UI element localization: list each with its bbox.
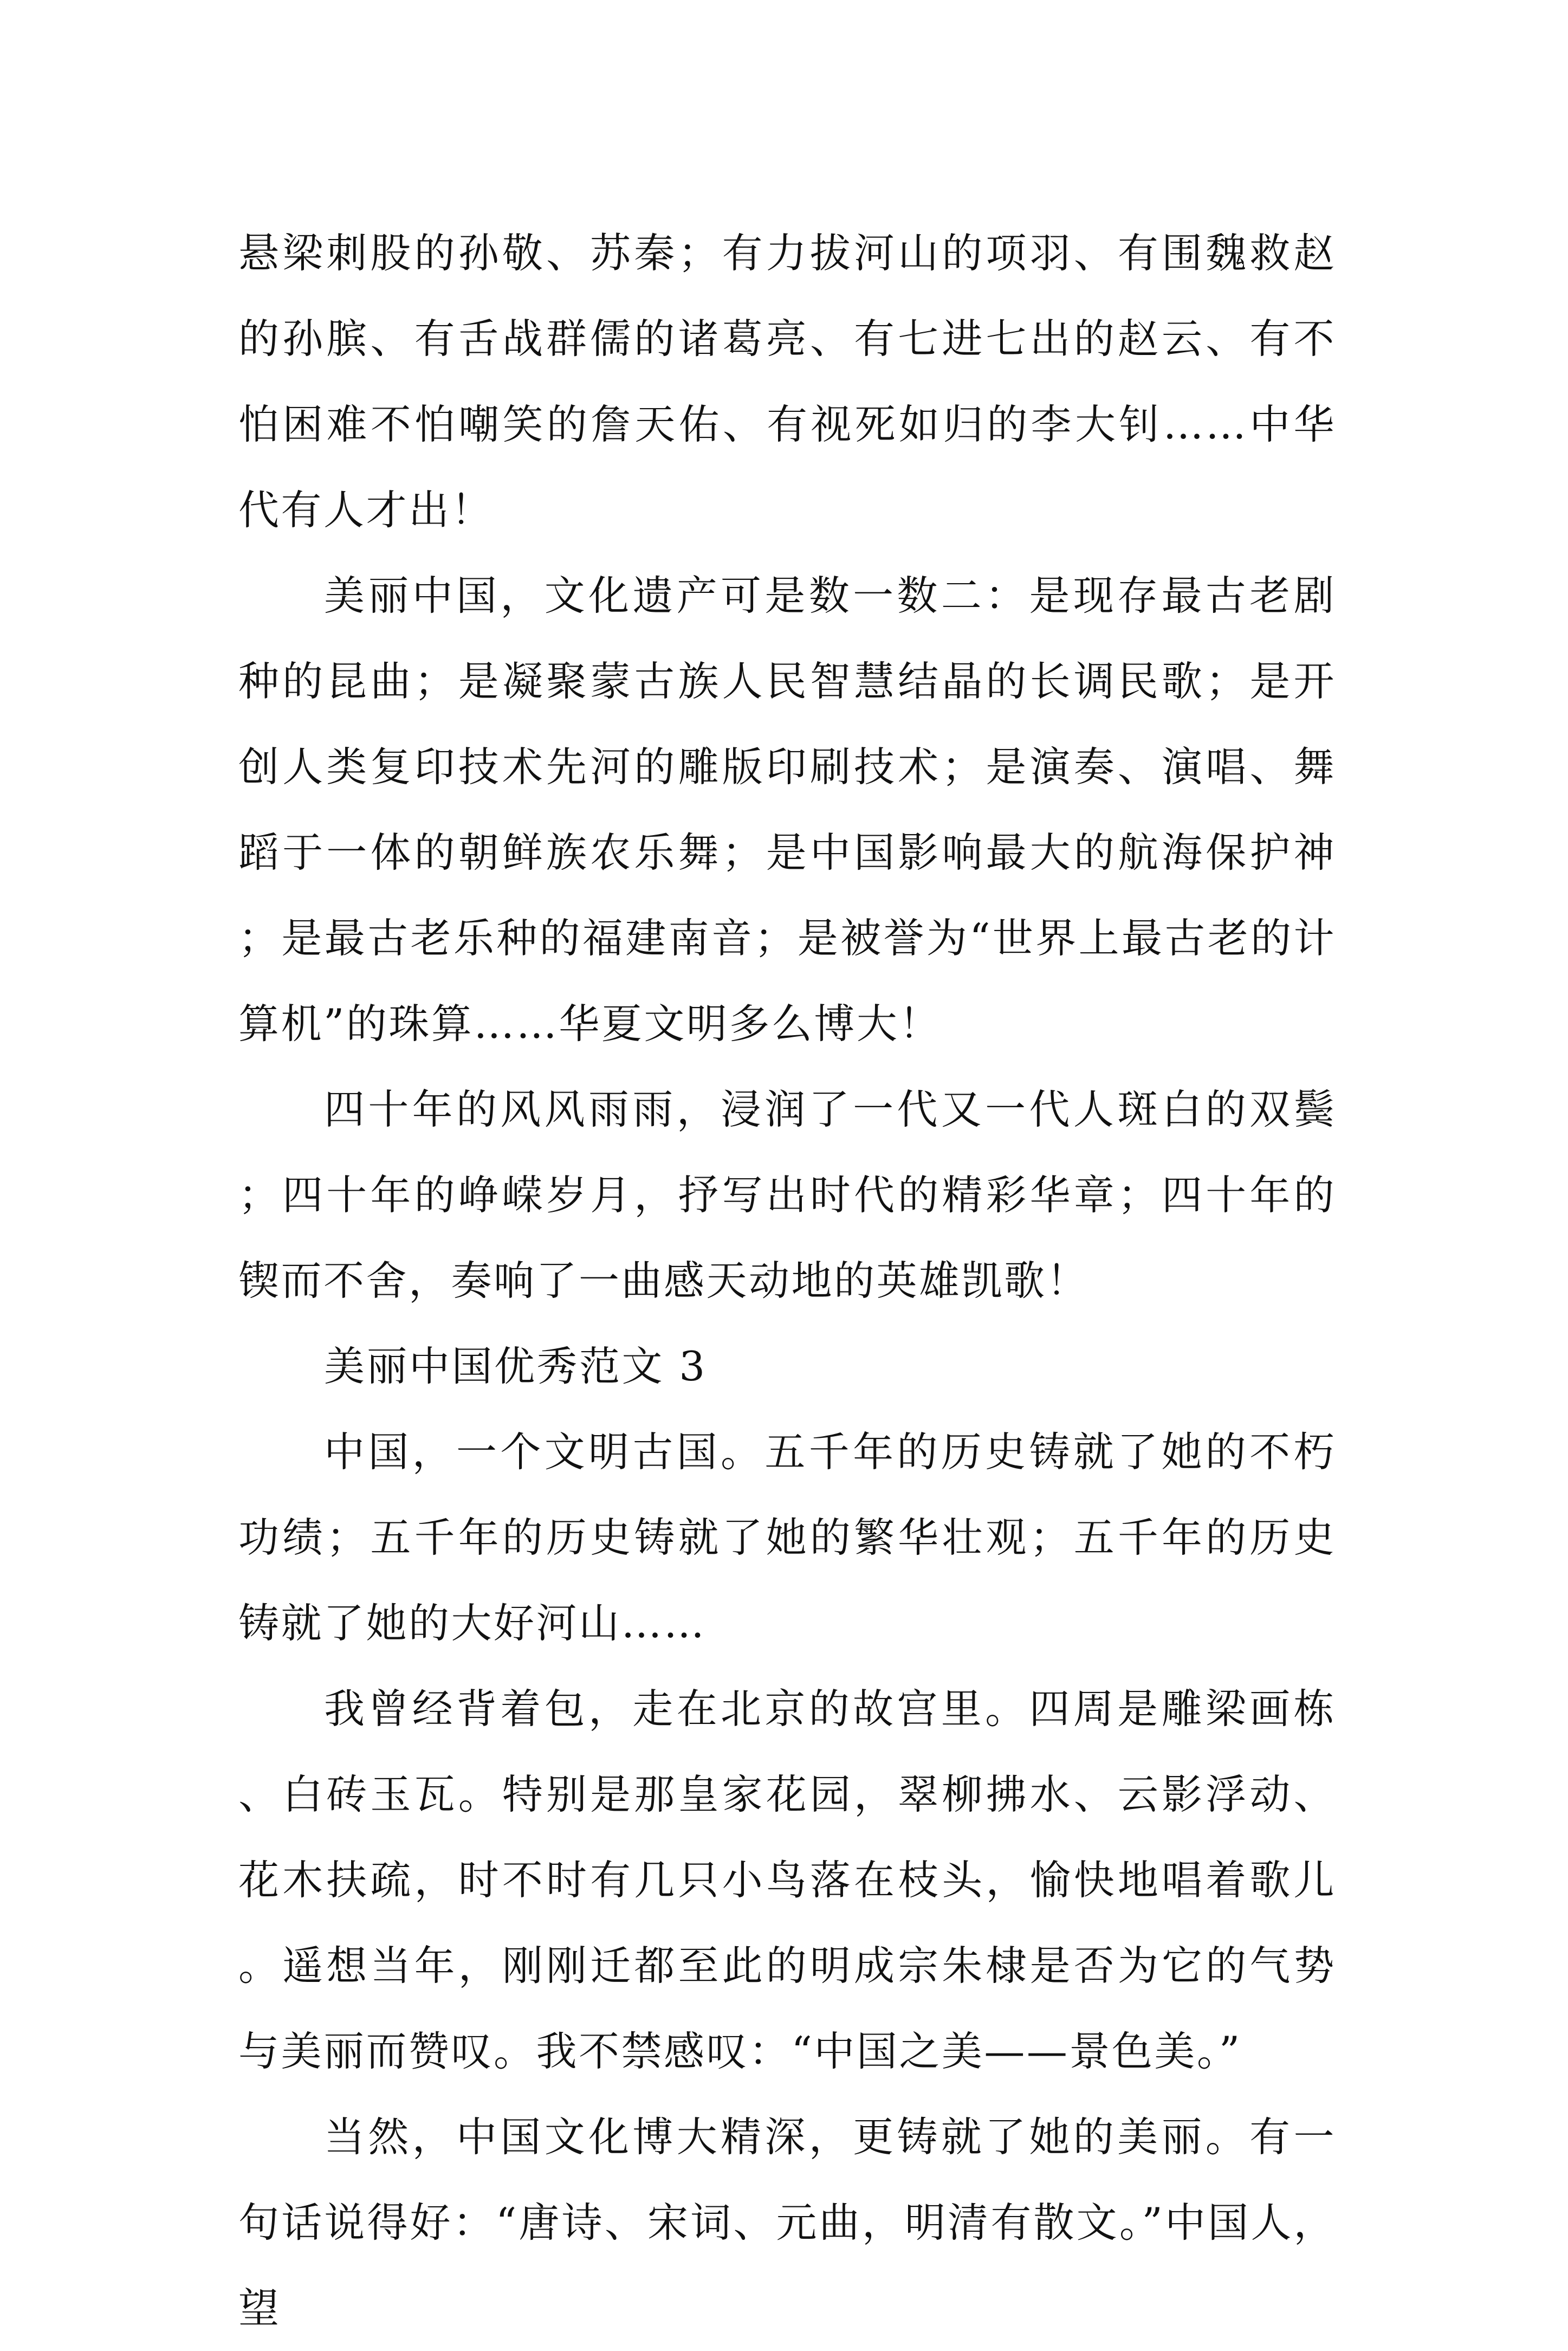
section-title: 美丽中国优秀范文 3 (324, 1342, 707, 1390)
paragraph-forbidden-city: 我曾经背着包，走在北京的故宫里。四周是雕梁画栋、白砖玉瓦。特别是那皇家花园，翠柳拂水、云影浮动、花木扶疏，时不时有几只小鸟落在枝头，愉快地唱着歌儿。遥想当年，刚刚迁都至此的明成宗朱棣是否为它的气势与美丽而赞叹。我不禁感叹：“中国之美——景色美。” (238, 1685, 1336, 2075)
paragraph-cultural-heritage: 美丽中国，文化遗产可是数一数二：是现存最古老剧种的昆曲；是凝聚蒙古族人民智慧结晶的长调民歌；是开创人类复印技术先河的雕版印刷技术；是演奏、演唱、舞蹈于一体的朝鲜族农乐舞；是中国影响最大的航海保护神；是最古老乐种的福建南音；是被誉为“世界上最古老的计算机”的珠算……华夏文明多么博大！ (238, 572, 1336, 1048)
paragraph-continued: 悬梁刺股的孙敬、苏秦；有力拔河山的项羽、有围魏救赵的孙膑、有舌战群儒的诸葛亮、有七进七出的赵云、有不怕困难不怕嘲笑的詹天佑、有视死如归的李大钊……中华代有人才出！ (238, 229, 1336, 534)
paragraph-ancient-civilization: 中国，一个文明古国。五千年的历史铸就了她的不朽功绩；五千年的历史铸就了她的繁华壮观；五千年的历史铸就了她的大好河山…… (238, 1428, 1336, 1647)
document-body (238, 210, 1336, 2351)
paragraph-forty-years: 四十年的风风雨雨，浸润了一代又一代人斑白的双鬓；四十年的峥嵘岁月，抒写出时代的精彩华章；四十年的锲而不舍，奏响了一曲感天动地的英雄凯歌！ (238, 1086, 1336, 1304)
paragraph-chinese-culture: 当然，中国文化博大精深，更铸就了她的美丽。有一句话说得好：“唐诗、宋词、元曲，明清有散文。”中国人，望 (238, 2113, 1336, 2332)
